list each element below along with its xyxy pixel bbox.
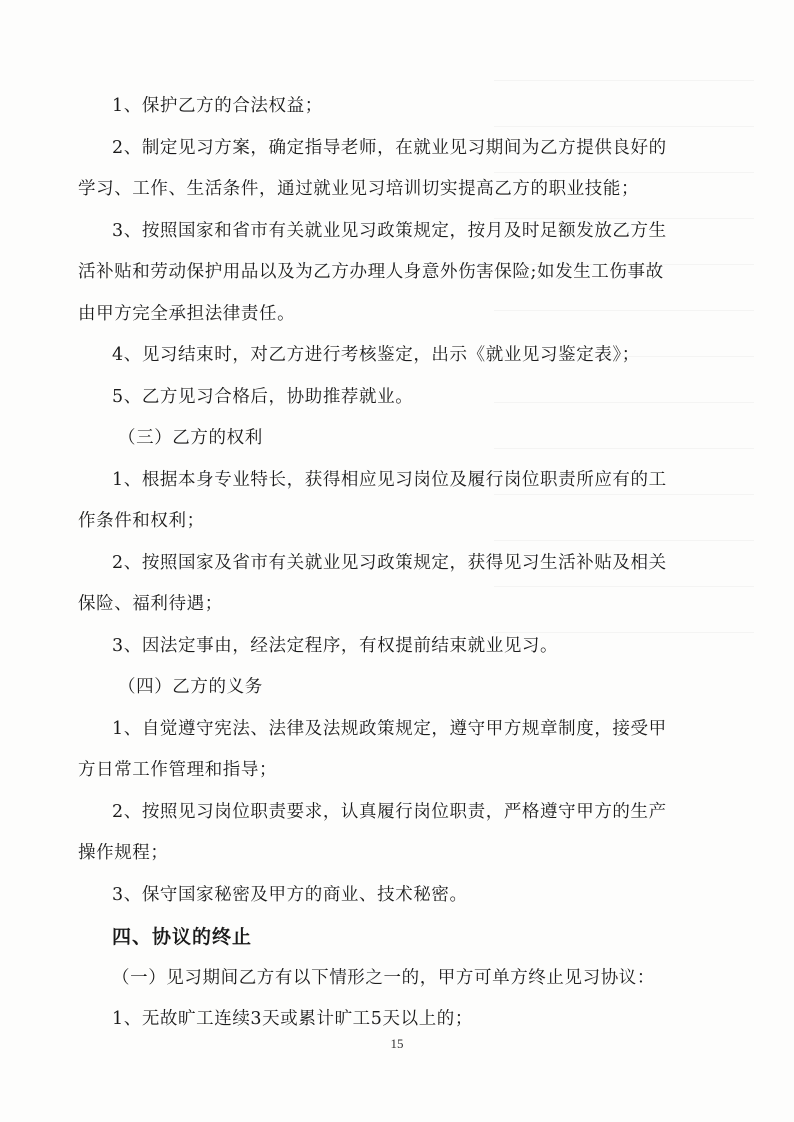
paragraph-line: 1、无故旷工连续3天或累计旷工5天以上的； bbox=[112, 1009, 474, 1029]
section-subheading: （三）乙方的权利 bbox=[118, 428, 263, 448]
paragraph-line: 3、保守国家秘密及甲方的商业、技术秘密。 bbox=[112, 884, 468, 905]
paragraph-line: 作条件和权利； bbox=[78, 511, 205, 531]
paragraph-line: 2、按照见习岗位职责要求，认真履行岗位职责，严格遵守甲方的生产 bbox=[112, 801, 667, 822]
paragraph-line: 5、乙方见习合格后，协助推荐就业。 bbox=[112, 386, 414, 407]
paragraph-line: 学习、工作、生活条件，通过就业见习培训切实提高乙方的职业技能； bbox=[78, 179, 640, 199]
paragraph-line: 操作规程； bbox=[78, 843, 169, 863]
paragraph-line: 由甲方完全承担法律责任。 bbox=[78, 303, 296, 324]
paragraph-line: 1、自觉遵守宪法、法律及法规政策规定，遵守甲方规章制度，接受甲 bbox=[112, 718, 667, 739]
paragraph-line: 活补贴和劳动保护用品以及为乙方办理人身意外伤害保险;如发生工伤事故 bbox=[78, 262, 664, 282]
paragraph-line: 1、根据本身专业特长，获得相应见习岗位及履行岗位职责所应有的工 bbox=[112, 469, 667, 490]
paragraph-line: 3、按照国家和省市有关就业见习政策规定，按月及时足额发放乙方生 bbox=[112, 220, 667, 241]
paragraph-line: 2、制定见习方案，确定指导老师，在就业见习期间为乙方提供良好的 bbox=[112, 137, 667, 158]
paragraph-line: 4、见习结束时，对乙方进行考核鉴定，出示《就业见习鉴定表》； bbox=[112, 345, 640, 365]
page-number: 15 bbox=[390, 1036, 404, 1051]
paragraph-line: 1、保护乙方的合法权益； bbox=[112, 96, 323, 116]
paragraph-line: 保险、福利待遇； bbox=[78, 594, 223, 614]
section-heading: 四、协议的终止 bbox=[112, 926, 253, 948]
paragraph-line: （一）见习期间乙方有以下情形之一的，甲方可单方终止见习协议： bbox=[112, 967, 655, 988]
section-subheading: （四）乙方的义务 bbox=[118, 677, 263, 697]
paragraph-line: 3、因法定事由，经法定程序，有权提前结束就业见习。 bbox=[112, 635, 559, 656]
paragraph-line: 2、按照国家及省市有关就业见习政策规定，获得见习生活补贴及相关 bbox=[112, 552, 667, 573]
paragraph-line: 方日常工作管理和指导； bbox=[78, 760, 278, 780]
